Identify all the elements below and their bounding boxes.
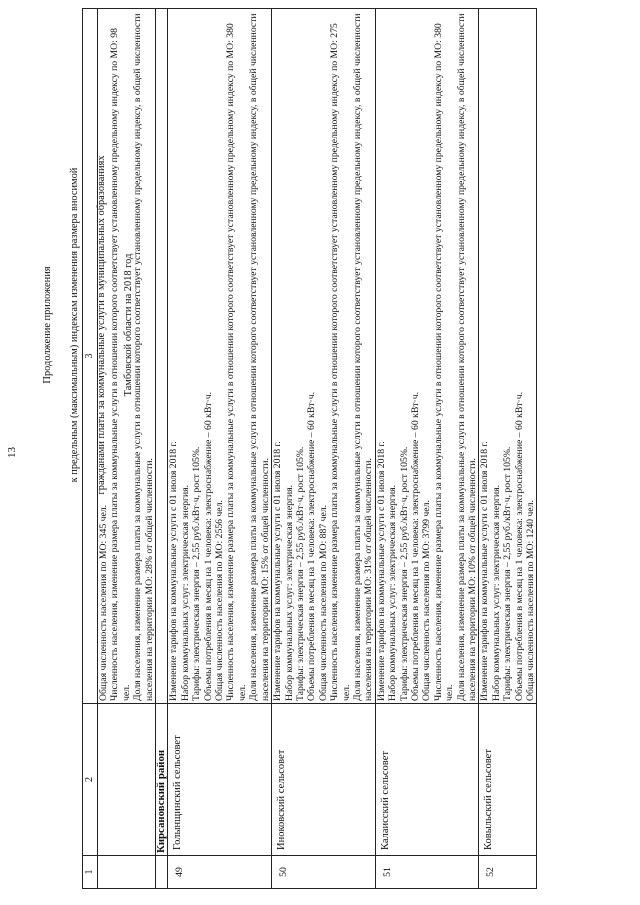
title-line: гражданами платы за коммунальные услуги в муниципальных образованиях	[96, 155, 108, 495]
title-line: к предельным (максимальным) индексам изменения размера вносимой	[69, 167, 81, 483]
district-row	[156, 9, 168, 889]
table-row	[272, 9, 376, 889]
row-description: Изменение тарифов на коммунальные услуги с 01 июля 2018 г. Набор коммунальных услуг: электрическая энергия. Тарифы: электрическая энергия – 2,55 руб./кВт·ч, рост 105%. Объемы потребления в месяц на 1 человека: электроснабжение – 60 кВт·ч. Общая численность населения по МО: 887 чел. Численность населения, изменение размера платы за коммунальные услуги в отношении которого соответствует установленному предельному индексу по МО: 275 чел. Доля населения, изменение размера платы за коммунальные услуги в отношении которого соответствует установленному предельному индексу, в общей численности населения на территории МО: 31% от общей численности.	[272, 9, 376, 704]
table-row	[479, 9, 537, 889]
row-description: Изменение тарифов на коммунальные услуги с 01 июля 2018 г. Набор коммунальных услуг: электрическая энергия. Тарифы: электрическая энергия – 2,55 руб./кВт·ч, рост 105%. Объемы потребления в месяц на 1 человека: электроснабжение – 60 кВт·ч. Общая численность населения по МО: 3799 чел. Численность населения, изменение размера платы за коммунальные услуги в отношении которого соответствует установленному предельному индексу по МО: 380 чел. Доля населения, изменение размера платы за коммунальные услуги в отношении которого соответствует установленному предельному индексу, в общей численности населения на территории МО: 10% от общей численности.	[375, 9, 479, 704]
indices-table	[82, 8, 537, 889]
table-row	[375, 9, 479, 889]
title-line: Продолжение приложения	[42, 266, 54, 384]
table-row	[168, 9, 272, 889]
header-col-3: 3	[83, 9, 98, 704]
title-line: Тамбовской области на 2018 год	[122, 253, 134, 397]
row-number: 50	[272, 856, 376, 889]
row-number: 49	[168, 856, 272, 889]
municipality-name: Иноковский сельсовет	[272, 704, 376, 856]
table-row-continuation	[98, 9, 156, 889]
header-col-2: 2	[83, 704, 98, 856]
row-description: Изменение тарифов на коммунальные услуги с 01 июля 2018 г. Набор коммунальных услуг: электрическая энергия. Тарифы: электрическая энергия – 2,55 руб./кВт·ч, рост 105%. Объемы потребления в месяц на 1 человека: электроснабжение – 60 кВт·ч. Общая численность населения по МО: 1240 чел.	[479, 9, 537, 704]
municipality-name: Голынщинский сельсовет	[168, 704, 272, 856]
page-number: 13	[6, 447, 18, 458]
row-number: 51	[375, 856, 479, 889]
municipality-name: Калаисский сельсовет	[375, 704, 479, 856]
municipality-name: Ковыльский сельсовет	[479, 704, 537, 856]
table-header-row	[83, 9, 98, 889]
continuation-cell: Общая численность населения по МО: 345 чел. Численность населения, изменение размера платы за коммунальные услуги в отношении которого соответствует установленному предельному индексу по МО: 98 чел. Доля населения, изменение размера платы за коммунальные услуги в отношении которого соответствует установленному предельному индексу, в общей численности населения на территории МО: 28% от общей численности.	[98, 9, 156, 704]
header-col-1: 1	[83, 856, 98, 889]
row-description: Изменение тарифов на коммунальные услуги с 01 июля 2018 г. Набор коммунальных услуг: электрическая энергия. Тарифы: электрическая энергия – 2,55 руб./кВт·ч, рост 105%. Объемы потребления в месяц на 1 человека: электроснабжение – 60 кВт·ч. Общая численность населения по МО: 2556 чел. Численность населения, изменение размера платы за коммунальные услуги в отношении которого соответствует установленному предельному индексу по МО: 380 чел. Доля населения, изменение размера платы за коммунальные услуги в отношении которого соответствует установленному предельному индексу, в общей численности населения на территории МО: 15% от общей численности.	[168, 9, 272, 704]
district-name: Кирсановский район	[156, 704, 168, 856]
row-number: 52	[479, 856, 537, 889]
